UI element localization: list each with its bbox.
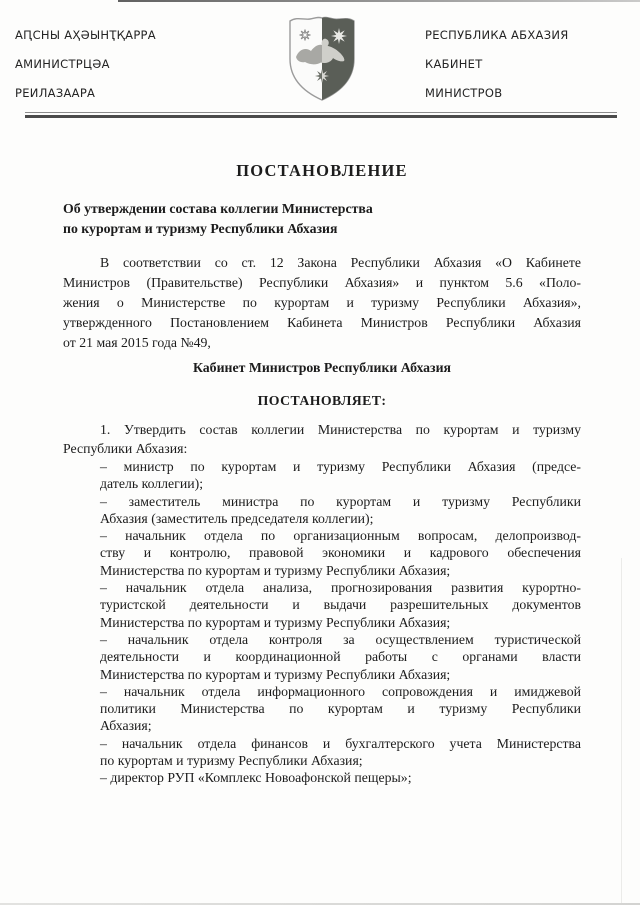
list-item-finance-department-head: [100, 735, 581, 770]
list-item-control-department-head: [100, 631, 581, 683]
text-line: – начальник отдела финансов и бухгалтерского учета Министерства: [100, 735, 581, 751]
text-line: от 21 мая 2015 года №49,: [63, 335, 211, 350]
text-line: МИНИСТРОВ: [425, 86, 503, 100]
text-line: политики Министерства по курортам и туризму Республики: [100, 701, 581, 717]
text-line: РЕИЛАЗААРА: [15, 86, 96, 100]
document-title: ПОСТАНОВЛЕНИЕ: [236, 161, 408, 180]
text-line: Республики Абхазия:: [63, 441, 188, 456]
letterhead-russian-title: [425, 21, 625, 108]
text-line: Об утверждении состава коллегии Министерства: [63, 201, 373, 216]
text-line: АԤСНЫ АҲӘЫНҬҚАРРА: [15, 28, 156, 42]
letterhead-abkhaz-title: [15, 21, 211, 108]
list-item-org-department-head: [100, 527, 581, 579]
letterhead-divider: [25, 112, 617, 118]
text-line: жения о Министерстве по курортам и туризму Республики Абхазия»,: [63, 295, 581, 310]
decree-word: ПОСТАНОВЛЯЕТ:: [257, 393, 387, 408]
list-item-deputy-minister: [100, 493, 581, 528]
list-item-analysis-department-head: [100, 579, 581, 631]
text-line: по курортам и туризму Республики Абхазия;: [100, 753, 363, 769]
text-line: 1. Утвердить состав коллегии Министерства по курортам и туризму: [100, 422, 581, 437]
list-item-minister: [100, 458, 581, 493]
list-item-cave-complex-director: [100, 769, 581, 786]
scan-edge-artifact-right: [621, 558, 622, 905]
document-subject: [63, 199, 581, 239]
text-line: Министерства по курортам и туризму Республики Абхазия;: [100, 562, 451, 578]
text-line: – министр по курортам и туризму Республики Абхазия (предсе-: [100, 459, 581, 474]
text-line: Министерства по курортам и туризму Республики Абхазия;: [100, 614, 451, 630]
text-line: по курортам и туризму Республики Абхазия: [63, 221, 338, 236]
scan-edge-artifact-top: [118, 0, 640, 2]
text-line: – начальник отдела информационного сопровождения и имиджевой: [100, 683, 581, 699]
text-line: – начальник отдела анализа, прогнозирования развития курортно-: [100, 580, 581, 596]
text-line: КАБИНЕТ: [425, 57, 483, 71]
document-body: [63, 161, 581, 787]
text-line: ству и контролю, правовой экономики и кадрового обеспечения: [100, 545, 581, 561]
text-line: Абхазия;: [100, 718, 152, 734]
point-1-paragraph: [63, 420, 581, 458]
list-item-media-department-head: [100, 683, 581, 735]
text-line: Абхазия (заместитель председателя коллегии);: [100, 510, 374, 526]
collegium-member-list: [63, 458, 581, 787]
text-line: Министерства по курортам и туризму Республики Абхазия;: [100, 666, 451, 682]
text-line: утвержденного Постановлением Кабинета Министров Республики Абхазия: [63, 315, 581, 330]
text-line: – заместитель министра по курортам и туризму Республики: [100, 493, 581, 509]
text-line: В соответствии со ст. 12 Закона Республики Абхазия «О Кабинете: [100, 255, 581, 270]
abkhazia-coat-of-arms-icon: [284, 13, 360, 105]
issuing-authority: Кабинет Министров Республики Абхазия: [192, 360, 452, 375]
text-line: Министров (Правительстве) Республики Абхазия» и пунктом 5.6 «Поло-: [63, 275, 581, 290]
text-line: – директор РУП «Комплекс Новоафонской пещеры»;: [100, 770, 412, 786]
text-line: – начальник отдела контроля за осуществлением туристической: [100, 631, 581, 647]
text-line: АМИНИСТРЦӘА: [15, 57, 110, 71]
text-line: РЕСПУБЛИКА АБХАЗИЯ: [425, 28, 569, 42]
text-line: деятельности и координационной работы с органами власти: [100, 649, 581, 665]
text-line: датель коллегии);: [100, 476, 204, 492]
preamble-paragraph: [63, 253, 581, 353]
text-line: туристской деятельности и выдачи разрешительных документов: [100, 597, 581, 613]
text-line: – начальник отдела по организационным вопросам, делопроизвод-: [100, 528, 581, 544]
